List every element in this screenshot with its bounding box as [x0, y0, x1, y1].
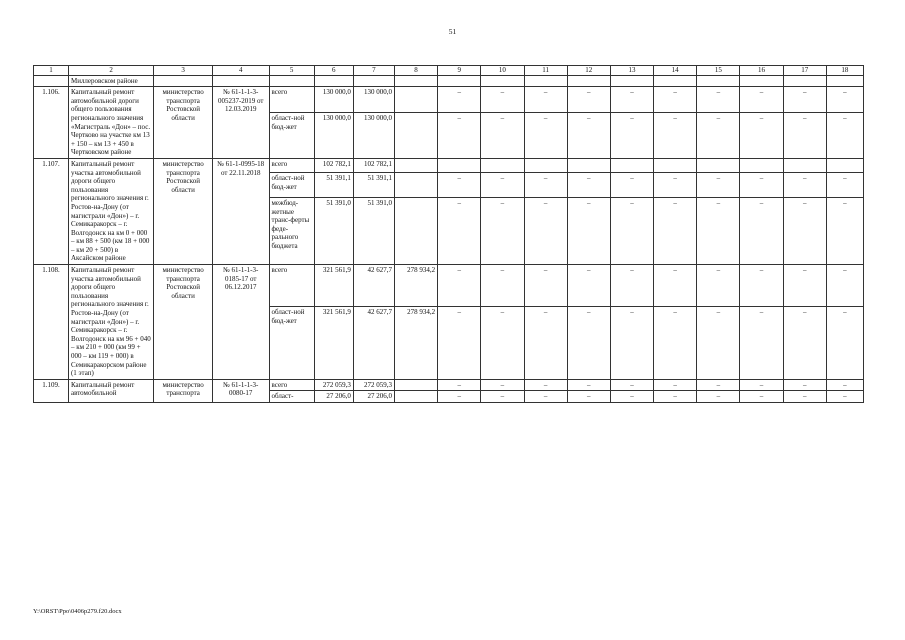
table-row — [34, 379, 864, 391]
value-col12: – — [567, 113, 610, 159]
value-col9: – — [438, 306, 481, 379]
column-number: 11 — [524, 66, 567, 76]
funding-source: всего — [269, 379, 314, 391]
value-col12 — [567, 158, 610, 172]
value-col14: – — [654, 306, 697, 379]
value-col11: – — [524, 306, 567, 379]
value-col11 — [524, 158, 567, 172]
value-col18: – — [826, 173, 863, 198]
value-col14: – — [654, 391, 697, 403]
value-col15: – — [697, 173, 740, 198]
value-col10: – — [481, 265, 524, 307]
item-name: Капитальный ремонт участка автомобильной дороги общего пользования регионального значения г. Ростов-на-Дону (от магистрали «Дон») – г. Семикаракорск – г. Волгодонск на км 0 + 000 – км 88 + 500 (км 18 + 000 – км 20 + 500) в Аксайском районе — [68, 158, 153, 264]
value-col15: – — [697, 113, 740, 159]
value-col17: – — [783, 197, 826, 264]
value-col15: – — [697, 379, 740, 391]
funding-source: област-ной бюд-жет — [269, 306, 314, 379]
table-row — [34, 158, 864, 172]
value-col17: – — [783, 173, 826, 198]
value-col6: 321 561,9 — [314, 306, 353, 379]
value-col8: 278 934,2 — [394, 265, 437, 307]
value-col9: – — [438, 173, 481, 198]
value-col16: – — [740, 87, 783, 113]
value-col15: – — [697, 87, 740, 113]
value-col12: – — [567, 391, 610, 403]
value-col16: – — [740, 173, 783, 198]
value-col18: – — [826, 306, 863, 379]
column-number: 13 — [610, 66, 653, 76]
value-col13: – — [610, 197, 653, 264]
item-name: Капитальный ремонт автомобильной дороги общего пользования регионального значения «Магистраль «Дон» – пос. Чертково на участке км 13 + 150 – км 13 + 450 в Чертковском районе — [68, 87, 153, 159]
item-executor: министерство транспорта — [154, 379, 213, 402]
value-col16: – — [740, 265, 783, 307]
value-col16: – — [740, 197, 783, 264]
column-number: 4 — [212, 66, 269, 76]
value-col14: – — [654, 379, 697, 391]
value-col8 — [394, 158, 437, 172]
value-col7: 130 000,0 — [353, 87, 394, 113]
funding-source: област-ной бюд-жет — [269, 173, 314, 198]
value-col13: – — [610, 87, 653, 113]
value-col11: – — [524, 173, 567, 198]
value-col9: – — [438, 265, 481, 307]
value-col10 — [481, 158, 524, 172]
value-col10: – — [481, 87, 524, 113]
funding-source: всего — [269, 158, 314, 172]
value-col7: 27 206,0 — [353, 391, 394, 403]
column-number: 14 — [654, 66, 697, 76]
value-col14: – — [654, 113, 697, 159]
value-col14: – — [654, 173, 697, 198]
column-number: 9 — [438, 66, 481, 76]
column-number: 16 — [740, 66, 783, 76]
value-col17: – — [783, 265, 826, 307]
column-number: 5 — [269, 66, 314, 76]
value-col6: 51 391,1 — [314, 173, 353, 198]
value-col13: – — [610, 379, 653, 391]
value-col18: – — [826, 379, 863, 391]
value-col10: – — [481, 391, 524, 403]
value-col6: 102 782,1 — [314, 158, 353, 172]
value-col14 — [654, 158, 697, 172]
column-number: 17 — [783, 66, 826, 76]
value-col11: – — [524, 113, 567, 159]
value-col17: – — [783, 379, 826, 391]
value-col9: – — [438, 391, 481, 403]
value-col6: 27 206,0 — [314, 391, 353, 403]
value-col17: – — [783, 87, 826, 113]
value-col7: 42 627,7 — [353, 306, 394, 379]
value-col8 — [394, 113, 437, 159]
funding-source: всего — [269, 265, 314, 307]
value-col17: – — [783, 391, 826, 403]
value-col11: – — [524, 265, 567, 307]
value-col16 — [740, 158, 783, 172]
value-col17 — [783, 158, 826, 172]
value-col11: – — [524, 197, 567, 264]
value-col9: – — [438, 87, 481, 113]
value-col15: – — [697, 265, 740, 307]
value-col15: – — [697, 391, 740, 403]
page-number: 51 — [448, 27, 457, 36]
value-col16: – — [740, 306, 783, 379]
column-number: 3 — [154, 66, 213, 76]
item-number: 1.106. — [34, 87, 69, 159]
value-col17: – — [783, 306, 826, 379]
value-col8 — [394, 87, 437, 113]
item-document: № 61-1-1-3-005237-2019 от 12.03.2019 — [212, 87, 269, 159]
value-col15 — [697, 158, 740, 172]
value-col11: – — [524, 379, 567, 391]
value-col17: – — [783, 113, 826, 159]
item-document: № 61-1-1-3-0185-17 от 06.12.2017 — [212, 265, 269, 380]
table-row — [34, 87, 864, 113]
value-col11: – — [524, 391, 567, 403]
funding-source: област-ной бюд-жет — [269, 113, 314, 159]
value-col10: – — [481, 173, 524, 198]
value-col8 — [394, 197, 437, 264]
value-col6: 51 391,0 — [314, 197, 353, 264]
value-col12: – — [567, 265, 610, 307]
value-col7: 51 391,1 — [353, 173, 394, 198]
item-number: 1.107. — [34, 158, 69, 264]
value-col13: – — [610, 265, 653, 307]
value-col12: – — [567, 197, 610, 264]
column-number: 2 — [68, 66, 153, 76]
value-col13 — [610, 158, 653, 172]
item-document: № 61-1-0995-18 от 22.11.2018 — [212, 158, 269, 264]
value-col7: 272 059,3 — [353, 379, 394, 391]
value-col13: – — [610, 391, 653, 403]
value-col18: – — [826, 197, 863, 264]
value-col10: – — [481, 379, 524, 391]
value-col6: 321 561,9 — [314, 265, 353, 307]
column-number: 8 — [394, 66, 437, 76]
column-number: 18 — [826, 66, 863, 76]
column-number: 6 — [314, 66, 353, 76]
column-number: 12 — [567, 66, 610, 76]
column-number: 10 — [481, 66, 524, 76]
value-col18: – — [826, 87, 863, 113]
item-name: Капитальный ремонт участка автомобильной дороги общего пользования регионального значения г. Ростов-на-Дону (от магистрали «Дон») – г. Семикаракорск – г. Волгодонск на км 96 + 040 – км 210 + 000 (км 99 + 000 – км 119 + 000) в Семикаракорском районе (1 этап) — [68, 265, 153, 380]
value-col16: – — [740, 113, 783, 159]
value-col12: – — [567, 173, 610, 198]
value-col13: – — [610, 113, 653, 159]
value-col9: – — [438, 197, 481, 264]
value-col8: 278 934,2 — [394, 306, 437, 379]
value-col12: – — [567, 306, 610, 379]
item-number: 1.108. — [34, 265, 69, 380]
funding-source: всего — [269, 87, 314, 113]
column-number: 15 — [697, 66, 740, 76]
item-executor: министерство транспорта Ростовской области — [154, 158, 213, 264]
value-col12: – — [567, 87, 610, 113]
value-col13: – — [610, 173, 653, 198]
value-col8 — [394, 379, 437, 391]
value-col7: 51 391,0 — [353, 197, 394, 264]
value-col8 — [394, 173, 437, 198]
item-number: 1.109. — [34, 379, 69, 402]
continued-name: Миллеровском районе — [68, 75, 153, 87]
funding-source: област- — [269, 391, 314, 403]
continuation-row — [34, 75, 864, 87]
value-col14: – — [654, 197, 697, 264]
item-executor: министерство транспорта Ростовской области — [154, 265, 213, 380]
column-number: 1 — [34, 66, 69, 76]
cell-empty — [34, 75, 69, 87]
table-row — [34, 265, 864, 307]
value-col10: – — [481, 113, 524, 159]
item-executor: министерство транспорта Ростовской области — [154, 87, 213, 159]
value-col7: 42 627,7 — [353, 265, 394, 307]
value-col7: 102 782,1 — [353, 158, 394, 172]
value-col9: – — [438, 379, 481, 391]
funding-source: межбюд-жетные транс-ферты феде-рального бюджета — [269, 197, 314, 264]
value-col14: – — [654, 265, 697, 307]
value-col10: – — [481, 197, 524, 264]
value-col15: – — [697, 306, 740, 379]
value-col18: – — [826, 265, 863, 307]
value-col18: – — [826, 113, 863, 159]
value-col14: – — [654, 87, 697, 113]
value-col7: 130 000,0 — [353, 113, 394, 159]
value-col15: – — [697, 197, 740, 264]
value-col9 — [438, 158, 481, 172]
program-table — [33, 65, 864, 403]
item-document: № 61-1-1-3-0080-17 — [212, 379, 269, 402]
value-col6: 272 059,3 — [314, 379, 353, 391]
value-col13: – — [610, 306, 653, 379]
value-col6: 130 000,0 — [314, 113, 353, 159]
value-col9: – — [438, 113, 481, 159]
value-col12: – — [567, 379, 610, 391]
value-col6: 130 000,0 — [314, 87, 353, 113]
value-col18 — [826, 158, 863, 172]
value-col18: – — [826, 391, 863, 403]
value-col8 — [394, 391, 437, 403]
value-col16: – — [740, 391, 783, 403]
column-number: 7 — [353, 66, 394, 76]
value-col10: – — [481, 306, 524, 379]
value-col16: – — [740, 379, 783, 391]
column-number-row — [34, 66, 864, 76]
value-col11: – — [524, 87, 567, 113]
item-name: Капитальный ремонт автомобильной — [68, 379, 153, 402]
footer-file-path: Y:\ORST\Ppo\0406p279.f20.docx — [33, 608, 122, 615]
